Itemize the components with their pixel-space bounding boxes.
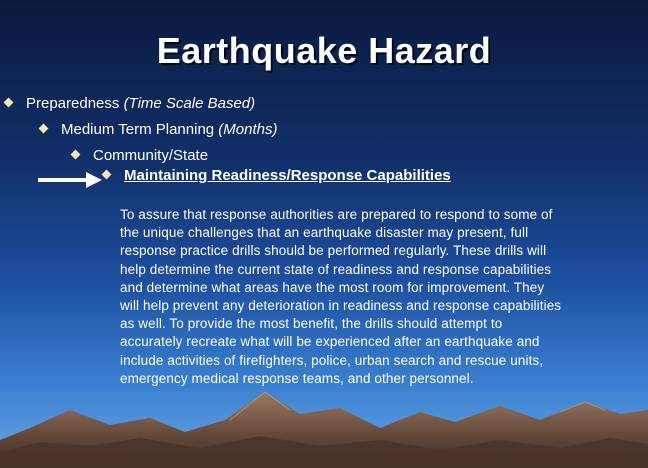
bullet-readiness bbox=[103, 167, 451, 185]
bullet-medium-term bbox=[40, 121, 277, 139]
diamond-bullet-icon bbox=[102, 170, 112, 180]
right-arrow-icon bbox=[38, 172, 102, 188]
bullet-preparedness-text: Preparedness bbox=[26, 95, 124, 112]
bullet-community-state bbox=[72, 147, 208, 165]
bullet-preparedness bbox=[5, 95, 255, 113]
diamond-bullet-icon bbox=[71, 150, 81, 160]
bullet-medium-term-italic: (Months) bbox=[218, 121, 278, 138]
diamond-bullet-icon bbox=[4, 98, 14, 108]
body-paragraph: To assure that response authorities are prepared to respond to some of the unique challenges that an earthquake disaster may present, full response practice drills should be performed regularly. These drills will help determine the current state of readiness and response capabilities and determine what areas have the most room for improvement. They will help prevent any deterioration in readiness and response capabilities as well. To provide the most benefit, the drills should attempt to accurately recreate what will be experienced after an earthquake and include activities of firefighters, police, urban search and rescue units, emergency medical response teams, and other personnel. bbox=[120, 207, 562, 386]
slide-title: Earthquake Hazard bbox=[156, 30, 492, 71]
bullet-readiness-text: Maintaining Readiness/Response Capabilities bbox=[124, 167, 451, 184]
bullet-community-state-text: Community/State bbox=[93, 147, 209, 164]
bullet-medium-term-text: Medium Term Planning bbox=[61, 121, 219, 138]
mountain-range-image bbox=[0, 380, 648, 468]
bullet-preparedness-italic: (Time Scale Based) bbox=[123, 95, 256, 112]
diamond-bullet-icon bbox=[39, 124, 49, 134]
